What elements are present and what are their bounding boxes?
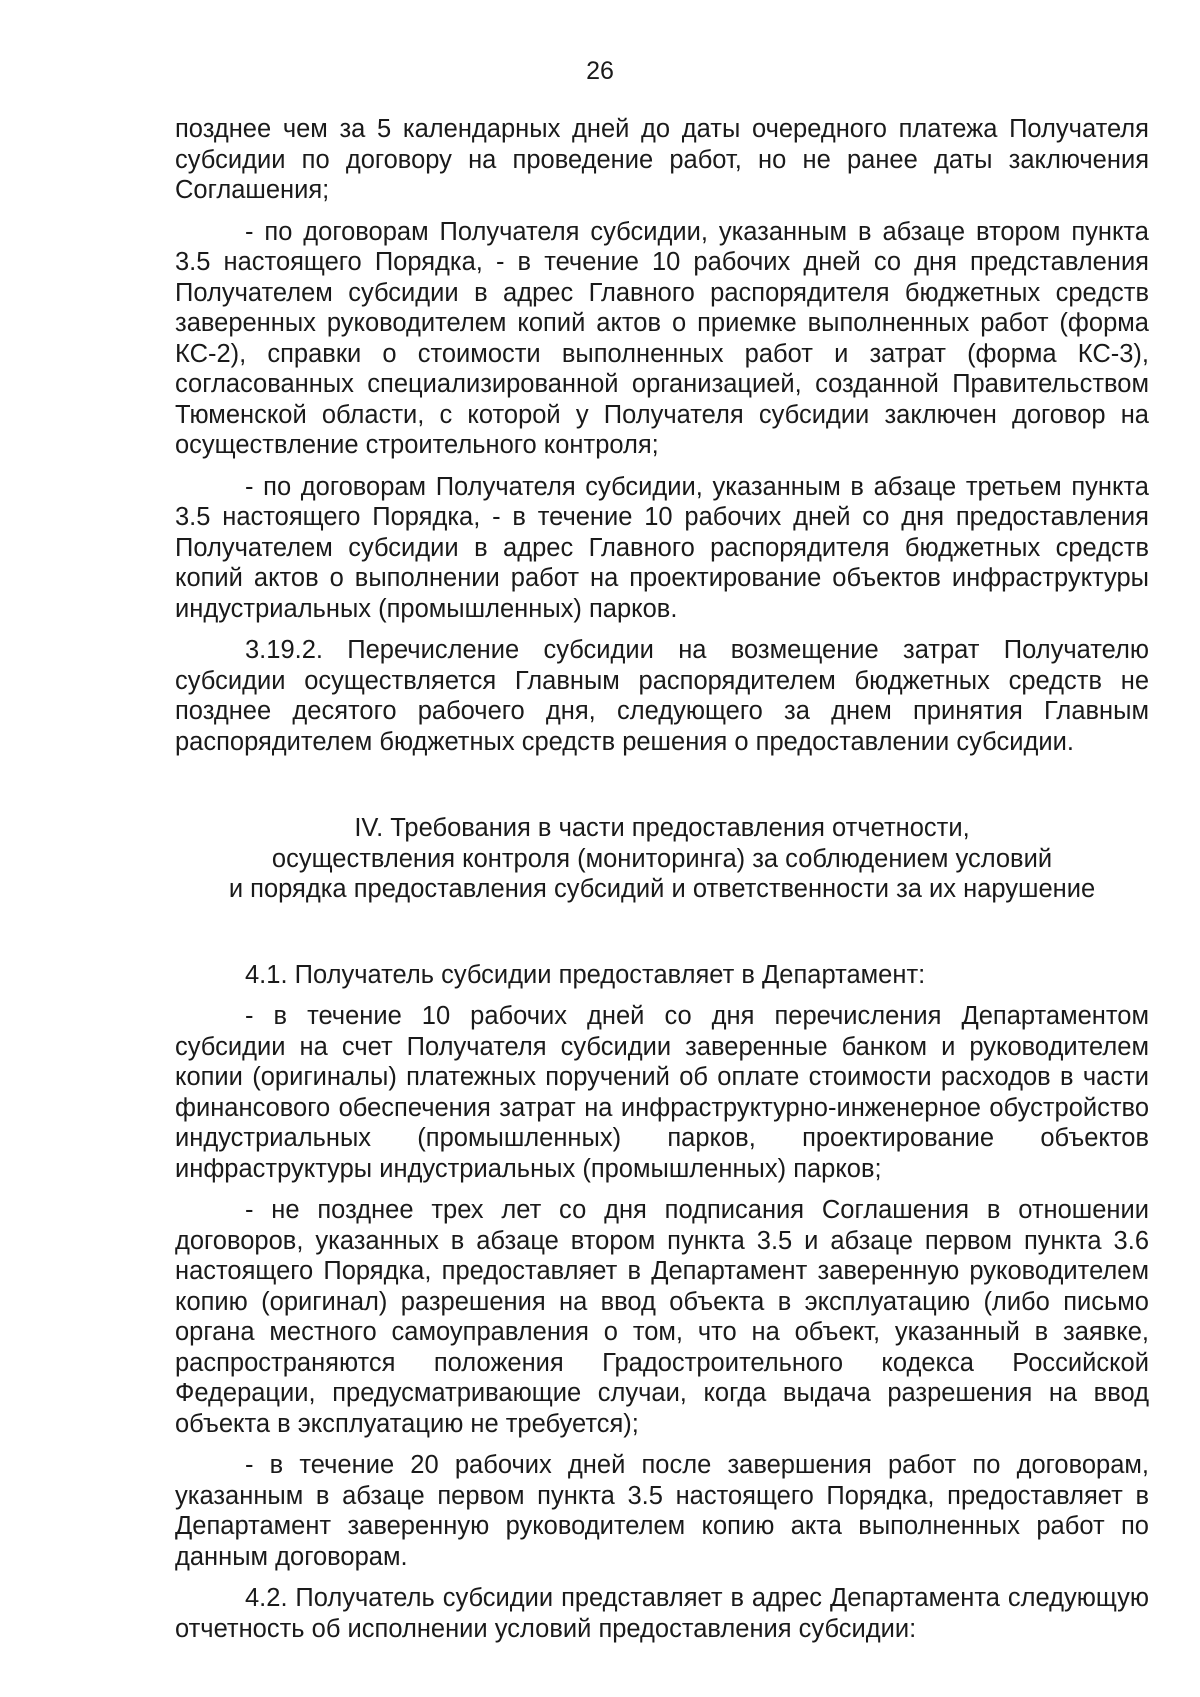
paragraph-contracts-abzac-2: - по договорам Получателя субсидии, указанным в абзаце втором пункта 3.5 настоящего Порядка, - в течение 10 рабочих дней со дня представления Получателем субсидии в адрес Главного распорядителя бюджетных средств заверенных руководителем копий актов о приемке выполненных работ (форма КС-2), справки о стоимости выполненных работ и затрат (форма КС-3), согласованных специализированной организацией, созданной Правительством Тюменской области, с которой у Получателя субсидии заключен договор на осуществление строительного контроля; — [175, 217, 1149, 459]
section-heading-line-2: осуществления контроля (мониторинга) за соблюдением условий — [271, 844, 1053, 873]
paragraph-completion-act: - в течение 20 рабочих дней после завершения работ по договорам, указанным в абзаце первом пункта 3.5 настоящего Порядка, предоставляет в Департамент заверенную руководителем копию акта выполненных работ по данным договорам. — [175, 1451, 1149, 1571]
paragraph-commissioning-permit: - не позднее трех лет со дня подписания Соглашения в отношении договоров, указанных в абзаце втором пункта 3.5 и абзаце первом пункта 3.6 настоящего Порядка, предоставляет в Департамент заверенную руководителем копию (оригинал) разрешения на ввод объекта в эксплуатацию (либо письмо органа местного самоуправления о том, что на объект, указанный в заявке, распространяются положения Градостроительного кодекса Российской Федерации, предусматривающие случаи, когда выдача разрешения на ввод объекта в эксплуатацию не требуется); — [175, 1196, 1149, 1438]
paragraph-4-1: 4.1. Получатель субсидии предоставляет в Департамент: — [245, 960, 926, 989]
paragraph-payment-orders: - в течение 10 рабочих дней со дня перечисления Департаментом субсидии на счет Получателя субсидии заверенные банком и руководителем копии (оригиналы) платежных поручений об оплате стоимости расходов в части финансового обеспечения затрат на инфраструктурно-инженерное обустройство индустриальных (промышленных) парков, проектирование объектов инфраструктуры индустриальных (промышленных) парков; — [175, 1002, 1149, 1183]
section-heading-line-3: и порядка предоставления субсидий и ответственности за их нарушение — [228, 875, 1096, 903]
paragraph-4-2: 4.2. Получатель субсидии представляет в адрес Департамента следующую отчетность об исполнении условий предоставления субсидии: — [175, 1584, 1149, 1643]
page-number: 26 — [586, 57, 614, 85]
paragraph-continuation: позднее чем за 5 календарных дней до даты очередного платежа Получателя субсидии по договору на проведение работ, но не ранее даты заключения Соглашения; — [175, 115, 1149, 204]
paragraph-3-19-2: 3.19.2. Перечисление субсидии на возмещение затрат Получателю субсидии осуществляется Главным распорядителем бюджетных средств не позднее десятого рабочего дня, следующего за днем принятия Главным распорядителем бюджетных средств решения о предоставлении субсидии. — [175, 636, 1149, 756]
section-heading — [175, 813, 1149, 905]
section-heading-line-1: IV. Требования в части предоставления отчетности, — [354, 814, 970, 842]
paragraph-contracts-abzac-3: - по договорам Получателя субсидии, указанным в абзаце третьем пункта 3.5 настоящего Порядка, - в течение 10 рабочих дней со дня предоставления Получателем субсидии в адрес Главного распорядителя бюджетных средств копий актов о выполнении работ на проектирование объектов инфраструктуры индустриальных (промышленных) парков. — [175, 472, 1149, 623]
document-body — [175, 114, 1149, 1655]
